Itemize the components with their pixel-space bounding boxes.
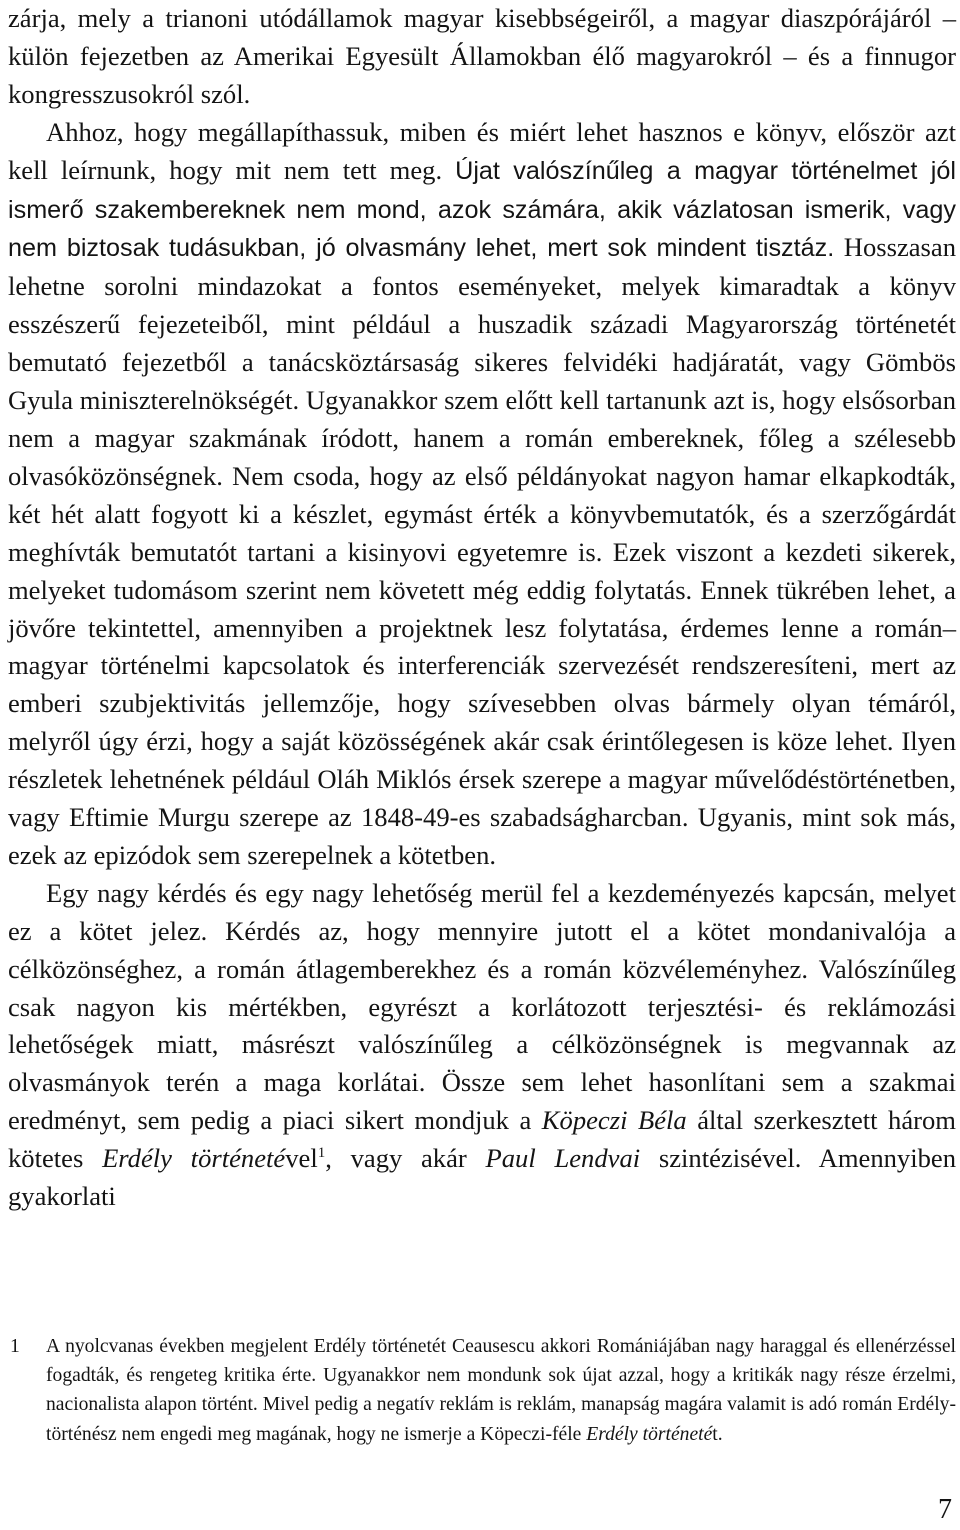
footnote-text-tail: t.: [712, 1423, 723, 1445]
footnotes-section: [8, 1332, 956, 1449]
main-text-column: [8, 0, 956, 1216]
author-name-lendvai: Paul Lendvai: [485, 1143, 641, 1174]
page-number: 7: [938, 1494, 952, 1525]
footnote-book-title: Erdély történeté: [586, 1423, 713, 1445]
paragraph-2: [8, 114, 956, 875]
paragraph-2-part-3: Hosszasan lehetne sorolni mindazokat a fontos eseményeket, melyek kimaradtak a könyv esszészerű fejezeteiből, mint például a huszadik századi Magyarország történetét bemutató fejezetből a tanácsköztársaság sikeres felvidéki hadjáratát, vagy Gömbös Gyula miniszterelnökségét. Ugyanakkor szem előtt kell tartanunk azt is, hogy elsősorban nem a magyar szakmának íródott, hanem a román embereknek, főleg a szélesebb olvasóközönségnek. Nem csoda, hogy az első példányokat nagyon hamar elkapkodták, két hét alatt fogyott ki a készlet, egymást érték a könyvbemutatók, és a szerzőgárdát meghívták bemutatót tartani a kisinyovi egyetemre is. Ezek viszont a kezdeti sikerek, melyeket tudomásom szerint nem követett még eddig folytatás. Ennek tükrében lehet, a jövőre tekintettel, amennyiben a projektnek lesz folytatása, érdemes lenne a román–magyar történelmi kapcsolatok és interferenciák szervezését rendszeresíteni, mert az emberi szubjektivitás jellemzője, hogy szívesebben olvas bármely olyan témáról, melyről úgy érzi, hogy a saját közösségének akár csak érintőlegesen is köze lehet. Ilyen részletek lehetnének például Oláh Miklós érsek szerepe a magyar művelődéstörténetben, vagy Eftimie Murgu szerepe az 1848-49-es szabadságharcban. Ugyanis, mint sok más, ezek az epizódok sem szerepelnek a kötetben.: [8, 232, 957, 870]
book-title-erdely-tortenete: Erdély történeté: [102, 1143, 286, 1174]
paragraph-2-part-2: Újat valószínűleg a magyar történelmet jól ismerő szakembereknek nem mond, azok számára, akik vázlatosan ismerik, vagy nem biztosak tudásukban, jó olvasmány lehet, mert sok mindent tisztáz.: [8, 156, 956, 263]
footnote: [8, 1332, 956, 1449]
paragraph-3-part-5: szintézisével. Amennyiben gyakorlati: [8, 1143, 957, 1212]
paragraph-3: [8, 875, 956, 1216]
footnote-text-main: A nyolcvanas években megjelent Erdély történetét Ceausescu akkori Romániájában nagy haraggal és ellenérzéssel fogadták, és rengeteg kritika érte. Ugyanakkor nem mondunk sok újat azzal, hogy a kritikák nagy része érzelmi, nacionalista alapon történt. Mivel pedig a negatív reklám is reklám, manapság magára valamit is adó román Erdély-történész nem engedi meg magának, hogy ne ismerje a Köpeczi-féle: [46, 1336, 956, 1445]
footnote-reference[interactable]: 1: [317, 1145, 326, 1162]
author-name-kopeczi: Köpeczi Béla: [541, 1105, 687, 1136]
paragraph-2-part-1: Ahhoz, hogy megállapíthassuk, miben és miért lehet hasznos e könyv, először azt kell leírnunk, hogy mit nem tett meg.: [8, 116, 956, 185]
paragraph-3-part-3: vel: [285, 1143, 318, 1174]
footnote-text: [46, 1332, 956, 1449]
paragraph-continued: zárja, mely a trianoni utódállamok magyar kisebbségeiről, a magyar diaszpórájáról – külön fejezetben az Amerikai Egyesült Államokban élő magyarokról – és a finnugor kongresszusokról szól.: [8, 3, 956, 109]
paragraph-3-part-4: , vagy akár: [325, 1143, 486, 1174]
footnote-number: 1: [10, 1336, 20, 1357]
paragraph-3-part-2: által szerkesztett három kötetes: [8, 1105, 956, 1174]
paragraph-3-part-1: Egy nagy kérdés és egy nagy lehetőség merül fel a kezdeményezés kapcsán, melyet ez a kötet jelez. Kérdés az, hogy mennyire jutott el a kötet mondanivalója a célközönséghez, a román átlagemberekhez és a román közvéleményhez. Valószínűleg csak nagyon kis mértékben, egyrészt a korlátozott terjesztési- és reklámozási lehetőségek miatt, másrészt valószínűleg a célközönségnek is megvannak az olvasmányok terén a maga korlátai. Össze sem lehet hasonlítani sem a szakmai eredményt, sem pedig a piaci sikert mondjuk a: [8, 877, 956, 1136]
